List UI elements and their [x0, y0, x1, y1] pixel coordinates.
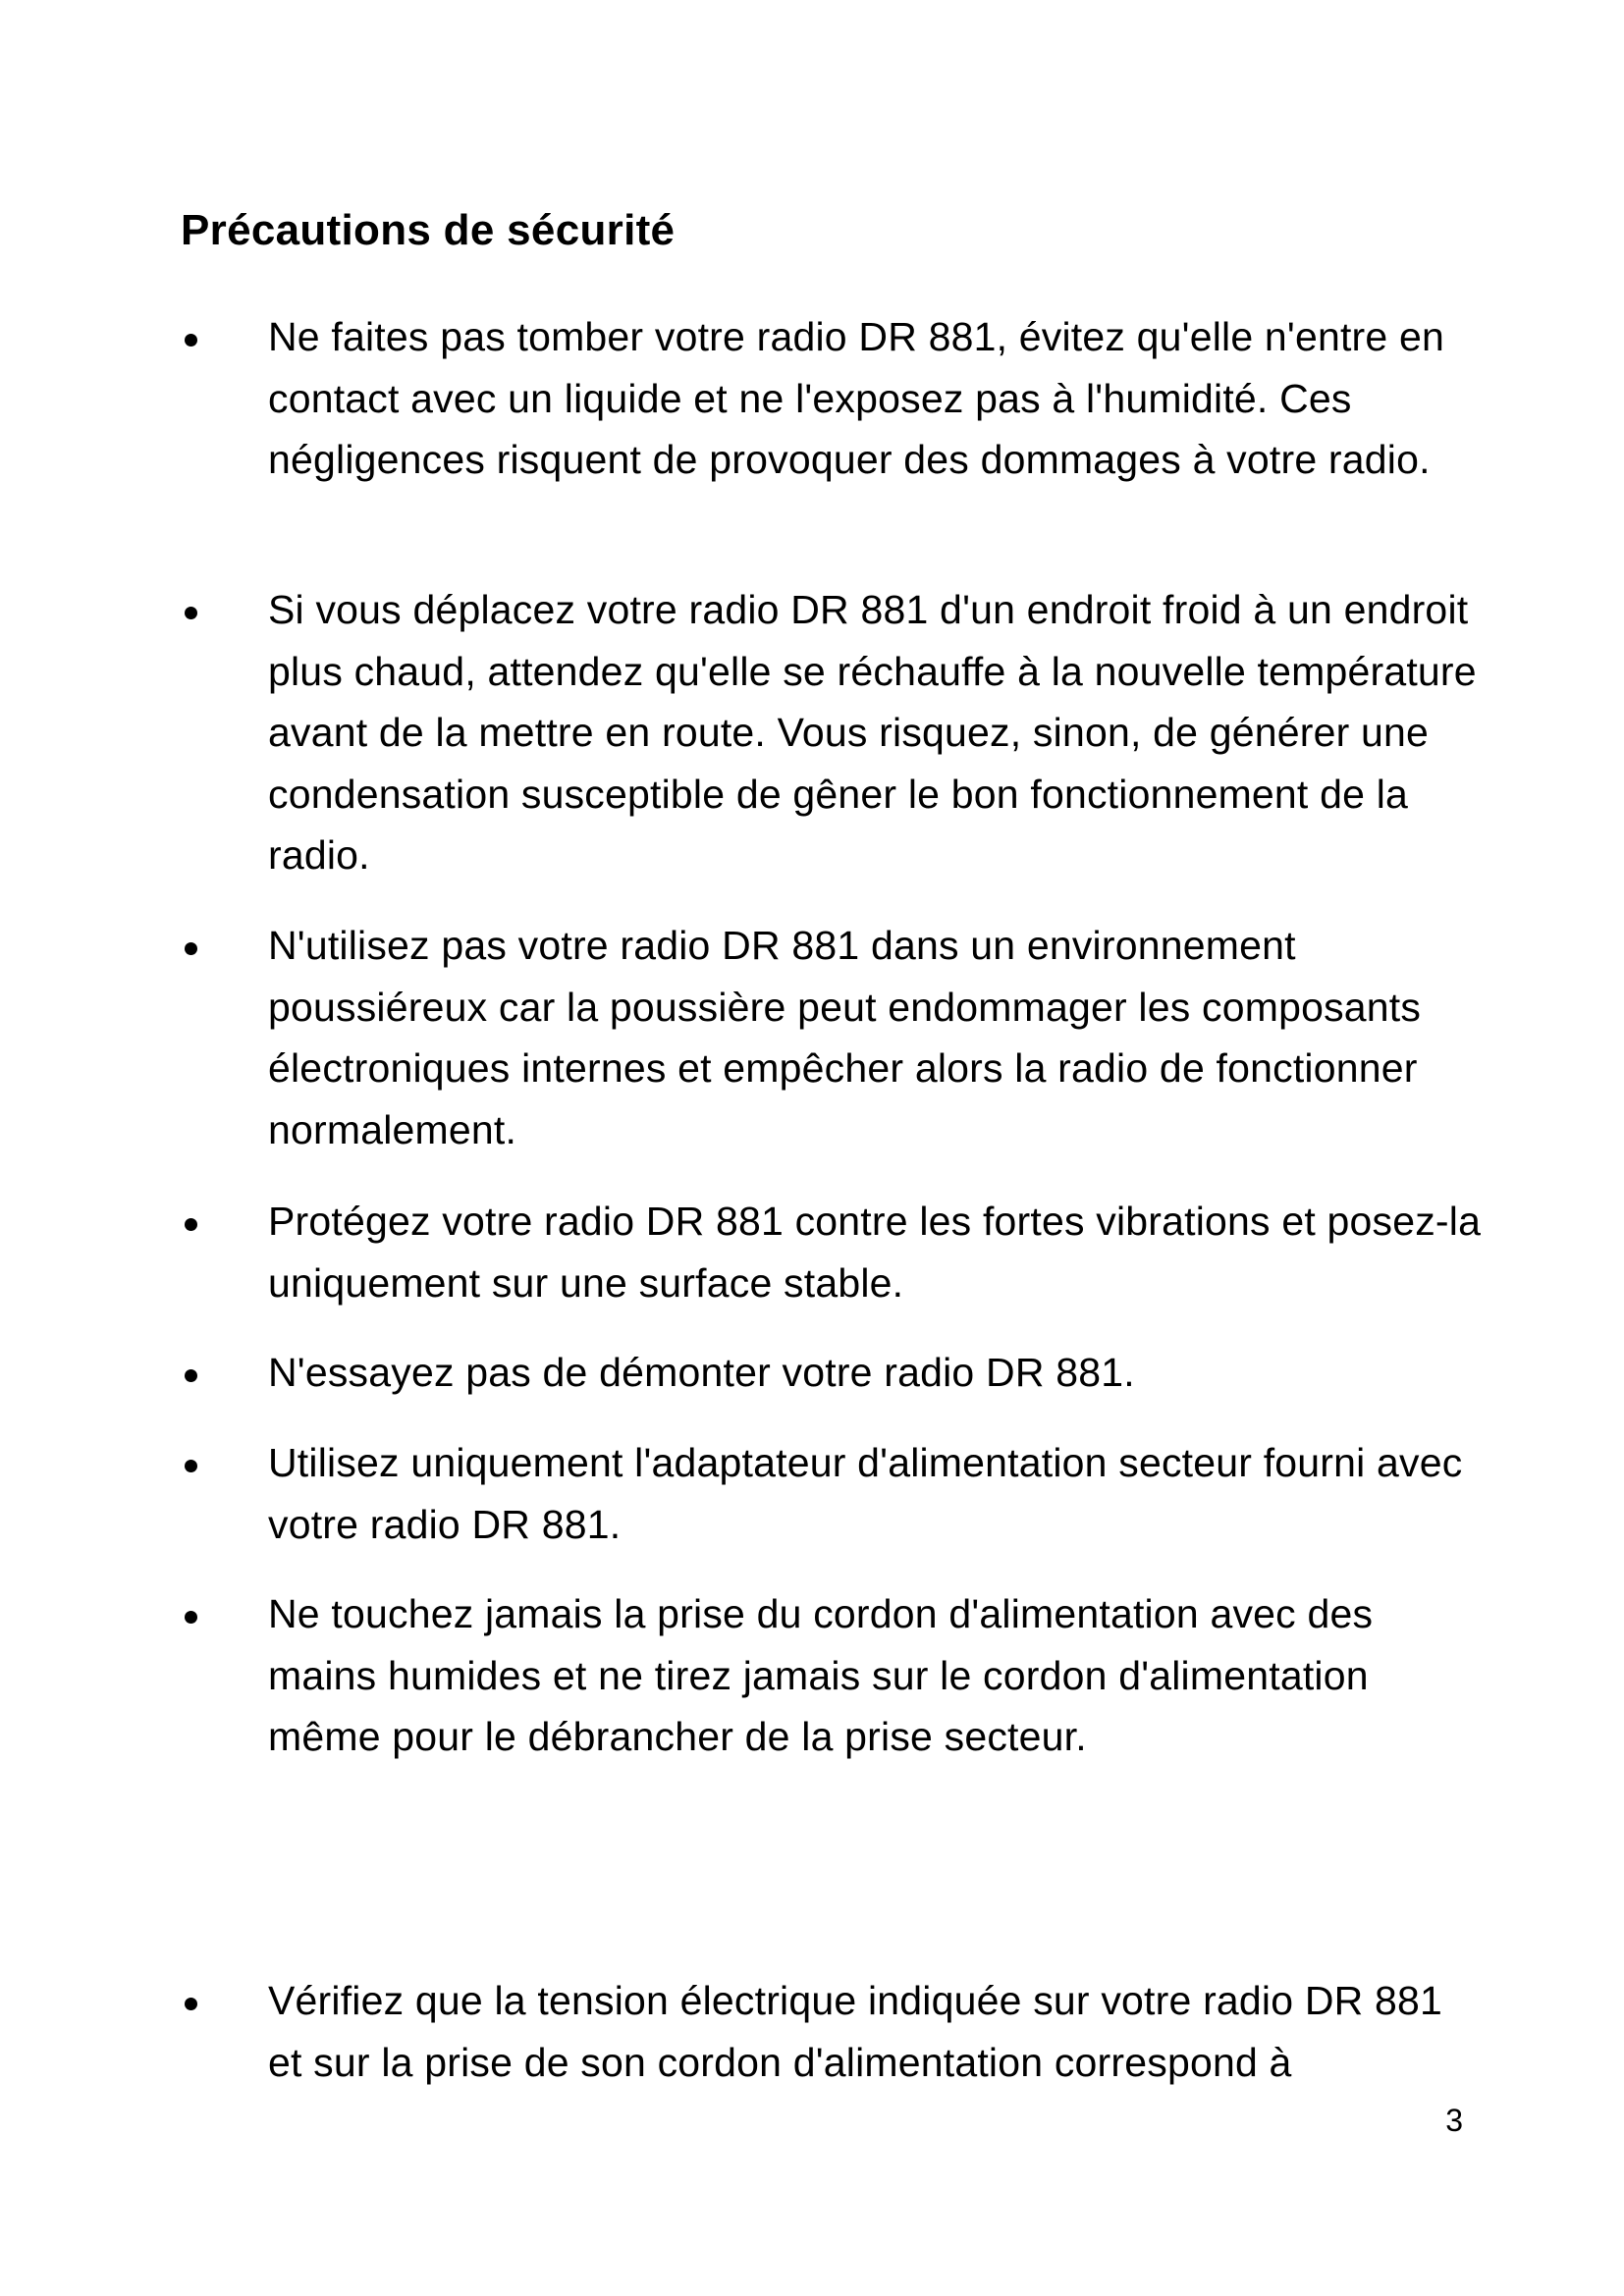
bullet-icon: [185, 334, 197, 347]
list-item-text: Si vous déplacez votre radio DR 881 d'un endroit froid à un endroit plus chaud, attendez qu'elle se réchauffe à la nouvelle température avant de la mettre en route. Vous risquez, sinon, de générer une condensation susceptible de gêner le bon fonctionnement de la radio.: [268, 587, 1477, 878]
list-item-text: Ne touchez jamais la prise du cordon d'alimentation avec des mains humides et ne tirez jamais sur le cordon d'alimentation même pour le débrancher de la prise secteur.: [268, 1591, 1374, 1759]
bullet-icon: [185, 942, 197, 955]
page-number: 3: [1445, 2103, 1463, 2138]
bullet-icon: [185, 1369, 197, 1382]
list-item-text: N'essayez pas de démonter votre radio DR 881.: [268, 1350, 1135, 1395]
bullet-icon: [185, 607, 197, 619]
list-item-text: Utilisez uniquement l'adaptateur d'alimentation secteur fourni avec votre radio DR 881.: [268, 1440, 1463, 1547]
bullet-icon: [185, 1611, 197, 1624]
list-item-text: Vérifiez que la tension électrique indiquée sur votre radio DR 881 et sur la prise de son cordon d'alimentation correspond à: [268, 1978, 1443, 2085]
bullet-icon: [185, 1218, 197, 1231]
bullet-icon: [185, 1460, 197, 1472]
list-item-text: Protégez votre radio DR 881 contre les fortes vibrations et posez-la uniquement sur une surface stable.: [268, 1199, 1482, 1306]
page-title: Précautions de sécurité: [181, 206, 676, 254]
list-item-text: N'utilisez pas votre radio DR 881 dans un environnement poussiéreux car la poussière peut endommager les composants électroniques internes et empêcher alors la radio de fonctionner normalement.: [268, 923, 1422, 1152]
list-item-text: Ne faites pas tomber votre radio DR 881, évitez qu'elle n'entre en contact avec un liquide et ne l'exposez pas à l'humidité. Ces négligences risquent de provoquer des dommages à votre radio.: [268, 314, 1444, 482]
bullet-icon: [185, 1998, 197, 2010]
